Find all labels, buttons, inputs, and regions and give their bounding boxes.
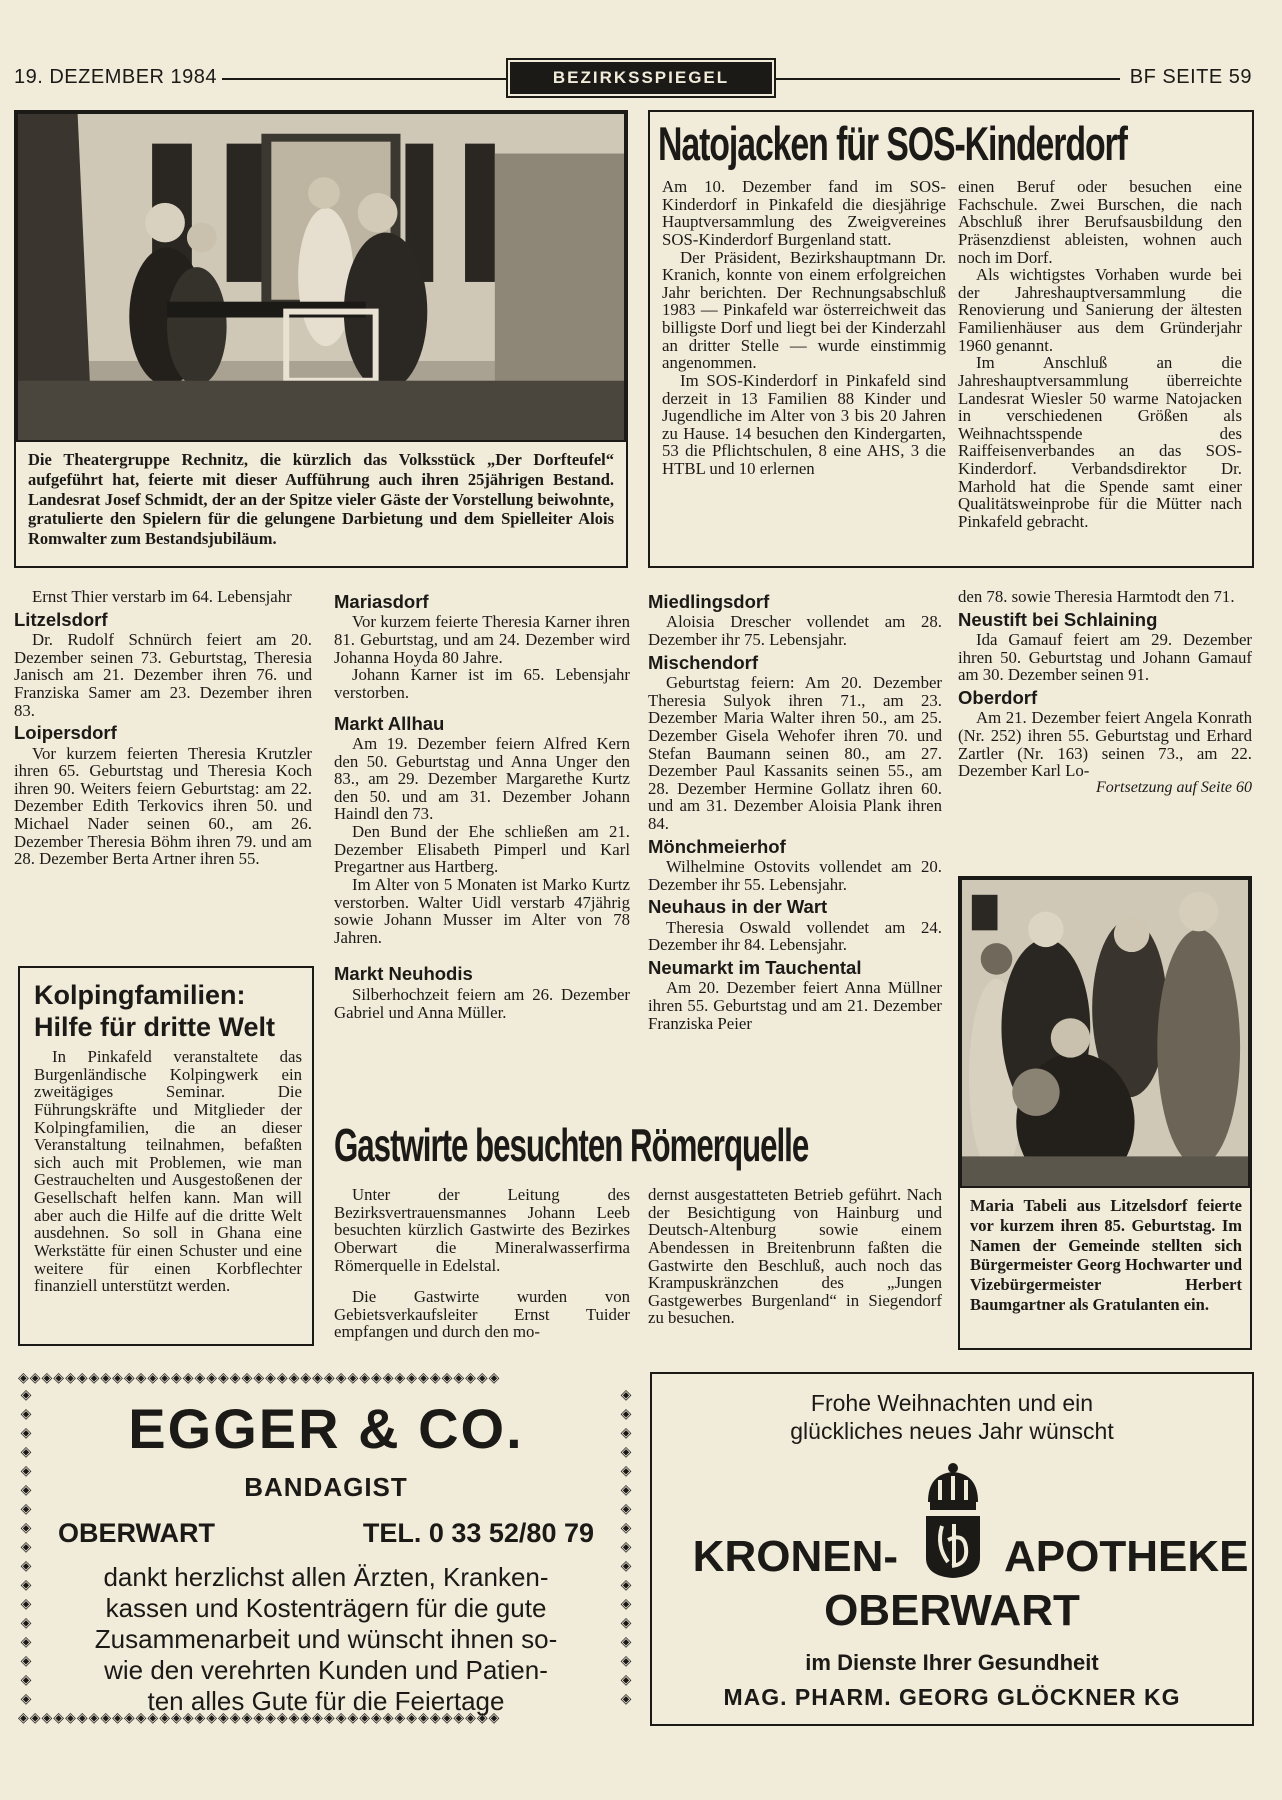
gastwirte-p3: dernst ausgestatteten Betrieb geführt. Nach der Besichtigung von Hainburg und Deutsch-Altenburg sowie einem Abendessen in Breitenbrunn faßten die Gastwirte den Beschluß, auch noch das Krampuskränzchen des „Jungen Gastgewerbes Burgenland“ in Siegendorf zu besuchen. [648, 1185, 942, 1328]
natojacken-article-box [648, 110, 1254, 568]
natojacken-col1 [662, 178, 946, 478]
apotheke-name-right: APOTHEKE [1004, 1532, 1249, 1581]
text-miedlingsdorf: Aloisia Drescher vollendet am 28. Dezember ihr 75. Lebensjahr. [648, 612, 942, 650]
column-a [14, 588, 312, 868]
egger-message-line: ten alles Gute für die Feiertage [147, 1686, 505, 1716]
heading-moenchmeierhof: Mönchmeierhof [648, 835, 786, 857]
natojacken-p1: Am 10. Dezember fand im SOS-Kinderdorf in Pinkafeld die diesjährige Hauptversammlung des Zweigvereines SOS-Kinderdorf Burgenland statt. [662, 177, 946, 249]
text-mariasdorf-2: Johann Karner ist im 65. Lebensjahr verstorben. [334, 665, 630, 702]
issue-date: 19. DEZEMBER 1984 [14, 66, 218, 88]
apotheke-tagline: im Dienste Ihrer Gesundheit [805, 1650, 1099, 1675]
heading-markt-neuhodis: Markt Neuhodis [334, 963, 473, 985]
kolping-headline-2: Hilfe für dritte Welt [34, 1012, 276, 1042]
heading-markt-allhau: Markt Allhau [334, 712, 445, 734]
egger-city: OBERWART [58, 1518, 216, 1548]
column-c [648, 588, 942, 1032]
heading-oberdorf: Oberdorf [958, 686, 1038, 708]
text-markt-neuhodis: Silberhochzeit feiern am 26. Dezember Gabriel und Anna Müller. [334, 984, 630, 1022]
gastwirte-headline: Gastwirte besuchten Römerquelle [334, 1119, 809, 1171]
egger-right-border: ◈ ◈ ◈ ◈ ◈ ◈ ◈ ◈ ◈ ◈ ◈ ◈ ◈ ◈ ◈ ◈ ◈ [620, 1388, 632, 1707]
gastwirte-p2: Die Gastwirte wurden von Gebietsverkaufsleiter Ernst Tuider empfangen und durch den mo- [334, 1287, 630, 1342]
page-number: BF SEITE 59 [1129, 66, 1252, 88]
section-masthead: BEZIRKSSPIEGEL [510, 62, 772, 94]
gastwirte-col1 [334, 1186, 630, 1341]
kolping-article-box [18, 966, 314, 1346]
birthday-photo [960, 878, 1250, 1188]
kolping-text: In Pinkafeld veranstaltete das Burgenländische Kolpingwerk ein zweitägiges Seminar. Die Führungskräfte und Mitglieder der Kolpingfamilien, die an dieser Veranstaltung teilnahmen, befaßten sich auch mit Problemen, wie man Gestrauchelten und Ausgestoßenen der Gesellschaft helfen kann. Man will aber auch die Hilfe auf die dritte Welt ausdehnen. So soll in Ghana eine Werkstätte für einen Schuster und eine weitere für einen Korbflechter finanziell unterstützt werden. [34, 1047, 302, 1296]
egger-message-line: Zusammenarbeit und wünscht ihnen so- [94, 1624, 558, 1654]
gastwirte-col2 [648, 1186, 942, 1327]
birthday-photo-box [958, 876, 1252, 1350]
col-a-intro: Ernst Thier verstarb im 64. Lebensjahr [32, 587, 292, 606]
text-mariasdorf: Vor kurzem feierte Theresia Karner ihren 81. Geburtstag, und am 24. Dezember wird Johanna Hoyda 80 Jahre. [334, 612, 630, 667]
text-markt-allhau: Am 19. Dezember feiern Alfred Kern den 50. Geburtstag und Anna Unger den 83., am 29. Dezember Margarethe Kurtz den 50. und am 31. Dezember Johann Haindl den 73. [334, 733, 630, 824]
heading-mischendorf: Mischendorf [648, 651, 758, 673]
heading-neuhaus: Neuhaus in der Wart [648, 896, 828, 918]
text-markt-allhau-3: Im Alter von 5 Monaten ist Marko Kurtz verstorben. Walter Uidl verstarb 47jährig sowie Johann Musser im Alter von 78 Jahren. [334, 874, 630, 947]
heading-mariasdorf: Mariasdorf [334, 591, 429, 612]
kolping-body [34, 1048, 302, 1295]
crown-logo-icon [908, 1462, 998, 1580]
text-loipersdorf: Vor kurzem feierten Theresia Krutzler ihren 65. Geburtstag und Theresia Koch ihren 90. Weiters feiern Geburtstag: am 22. Dezember Edith Terkovics ihren 50. und Michael Nader seinen 60., am 26. Dezember Theresia Böhm ihren 79. und am 28. Dezember Berta Artner ihren 55. [14, 743, 312, 869]
natojacken-p4: einen Beruf oder besuchen eine Fachschule. Zwei Burschen, die nach Abschluß ihrer Berufsausbildung den Präsenzdienst ableisten, wohnen auch noch im Dorf. [958, 177, 1242, 267]
theater-photo [16, 112, 626, 442]
apotheke-greeting-1: Frohe Weihnachten und ein [810, 1390, 1094, 1416]
theater-photo-box [14, 110, 628, 568]
natojacken-p2: Der Präsident, Bezirkshauptmann Dr. Kranich, konnte von einem erfolgreichen Jahr berichten. Der Rechnungsabschluß 1983 — Pinkafeld war österreichweit das billigste Dorf und liegt bei der Kinderzahl an dritter Stelle — wurde einstimmig angenommen. [662, 247, 946, 373]
egger-message-line: wie den verehrten Kunden und Patien- [104, 1655, 548, 1685]
birthday-photo-caption: Maria Tabeli aus Litzelsdorf feierte vor kurzem ihren 85. Geburtstag. Im Namen der Gemeinde stellten sich Bürgermeister Georg Hochwarter und Vizebürgermeister Herbert Baumgartner als Gratulanten ein. [970, 1196, 1242, 1314]
egger-top-border: ◈◈◈◈◈◈◈◈◈◈◈◈◈◈◈◈◈◈◈◈◈◈◈◈◈◈◈◈◈◈◈◈◈◈◈◈◈◈◈◈◈ [18, 1372, 501, 1386]
egger-message-line: dankt herzlichst allen Ärzten, Kranken- [103, 1562, 549, 1592]
header-rule-left [222, 78, 508, 80]
continued-note: Fortsetzung auf Seite 60 [1096, 778, 1252, 796]
text-markt-allhau-2: Den Bund der Ehe schließen am 21. Dezember Elisabeth Pimperl und Karl Pregartner aus Hartberg. [334, 822, 630, 877]
egger-trade: BANDAGIST [244, 1472, 408, 1502]
natojacken-p6: Im Anschluß an die Jahreshauptversammlung überreichte Landesrat Wiesler 50 warme Natojacken in verschiedenen Größen als Weihnachtsspende des Raiffeisenverbandes an das SOS-Kinderdorf. Verbandsdirektor Dr. Marhold hat die Spende samt einer Qualitätsweinprobe für die Mütter nach Pinkafeld gebracht. [958, 353, 1242, 531]
text-neuhaus: Theresia Oswald vollendet am 24. Dezember ihr 84. Lebensjahr. [648, 917, 942, 955]
egger-left-border: ◈ ◈ ◈ ◈ ◈ ◈ ◈ ◈ ◈ ◈ ◈ ◈ ◈ ◈ ◈ ◈ ◈ [20, 1388, 32, 1707]
egger-message-line: kassen und Kostenträgern für die gute [105, 1593, 547, 1623]
column-b [334, 588, 630, 1021]
heading-loipersdorf: Loipersdorf [14, 722, 117, 744]
col-d-intro: den 78. sowie Theresia Harmtodt den 71. [958, 587, 1235, 606]
egger-ad [18, 1372, 634, 1726]
natojacken-col2 [958, 178, 1242, 531]
column-d [958, 588, 1252, 797]
text-mischendorf: Geburtstag feiern: Am 20. Dezember Theresia Sulyok ihren 71., am 23. Dezember Maria Walter ihren 50., am 25. Dezember Gisela Wehofer ihren 70. und Stefan Baumann seinen 80., am 27. Dezember Paul Kassanits seinen 55., am 28. Dezember Hermine Gollatz ihren 60. und am 31. Dezember Aloisia Plank ihren 84. [648, 673, 942, 834]
text-oberdorf: Am 21. Dezember feiert Angela Konrath (Nr. 252) ihren 55. Geburtstag und Erhard Zartler (Nr. 163) seinen 73., am 22. Dezember Karl Lo- [958, 708, 1252, 781]
egger-tel: TEL. 0 33 52/80 79 [362, 1518, 594, 1548]
heading-miedlingsdorf: Miedlingsdorf [648, 591, 770, 612]
heading-neustift: Neustift bei Schlaining [958, 608, 1158, 630]
apotheke-name-left: KRONEN- [692, 1532, 898, 1581]
text-moenchmeierhof: Wilhelmine Ostovits vollendet am 20. Dezember ihr 55. Lebensjahr. [648, 857, 942, 894]
apotheke-owner: MAG. PHARM. GEORG GLÖCKNER KG [723, 1684, 1181, 1710]
egger-name: EGGER & CO. [128, 1397, 524, 1460]
heading-neumarkt: Neumarkt im Tauchental [648, 957, 862, 979]
natojacken-p3: Im SOS-Kinderdorf in Pinkafeld sind derzeit in 13 Familien 88 Kinder und Jugendliche im Alter von 3 bis 20 Jahren zu Hause. 14 besuchen den Kindergarten, 53 die Pflichtschulen, 8 eine AHS, 3 die HTBL und 10 erlernen [662, 370, 946, 478]
text-neustift: Ida Gamauf feiert am 29. Dezember ihren 50. Geburtstag und Johann Gamauf am 30. Dezember seinen 91. [958, 630, 1252, 685]
apotheke-ad [650, 1372, 1254, 1726]
theater-photo-caption: Die Theatergruppe Rechnitz, die kürzlich das Volksstück „Der Dorfteufel“ aufgeführt hat, feierte mit dieser Aufführung auch ihren 25jährigen Bestand. Landesrat Josef Schmidt, der an der Spitze vieler Gäste der Vorstellung beiwohnte, gratulierte den Spielern für die gelungene Darbietung und dem Spielleiter Alois Romwalter zum Bestandsjubiläum. [28, 450, 614, 549]
egger-message [38, 1562, 614, 1717]
text-litzelsdorf: Dr. Rudolf Schnürch feiert am 20. Dezember seinen 73. Geburtstag, Theresia Janisch am 21. Dezember ihren 76. und Franziska Samer am 23. Dezember ihren 83. [14, 630, 312, 720]
natojacken-headline: Natojacken für SOS-Kinderdorf [658, 117, 1127, 170]
natojacken-p5: Als wichtigstes Vorhaben wurde bei der Jahreshauptversammlung die Renovierung und Sanierung der ältesten Familienhäuser aus dem Gründerjahr 1960 genannt. [958, 265, 1242, 355]
header-rule-right [776, 78, 1120, 80]
apotheke-city: OBERWART [824, 1586, 1080, 1635]
apotheke-greeting-2: glückliches neues Jahr wünscht [790, 1418, 1114, 1444]
gastwirte-p1: Unter der Leitung des Bezirksvertrauensmannes Johann Leeb besuchten kürzlich Gastwirte des Bezirkes Oberwart die Mineralwasserfirma Römerquelle in Edelstal. [334, 1185, 630, 1275]
kolping-headline-1: Kolpingfamilien: [34, 980, 246, 1010]
heading-litzelsdorf: Litzelsdorf [14, 608, 108, 630]
text-neumarkt: Am 20. Dezember feiert Anna Müllner ihren 55. Geburtstag und am 21. Dezember Franziska Peier [648, 978, 942, 1033]
egger-bottom-border: ◈◈◈◈◈◈◈◈◈◈◈◈◈◈◈◈◈◈◈◈◈◈◈◈◈◈◈◈◈◈◈◈◈◈◈◈◈◈◈◈◈ [18, 1712, 501, 1726]
